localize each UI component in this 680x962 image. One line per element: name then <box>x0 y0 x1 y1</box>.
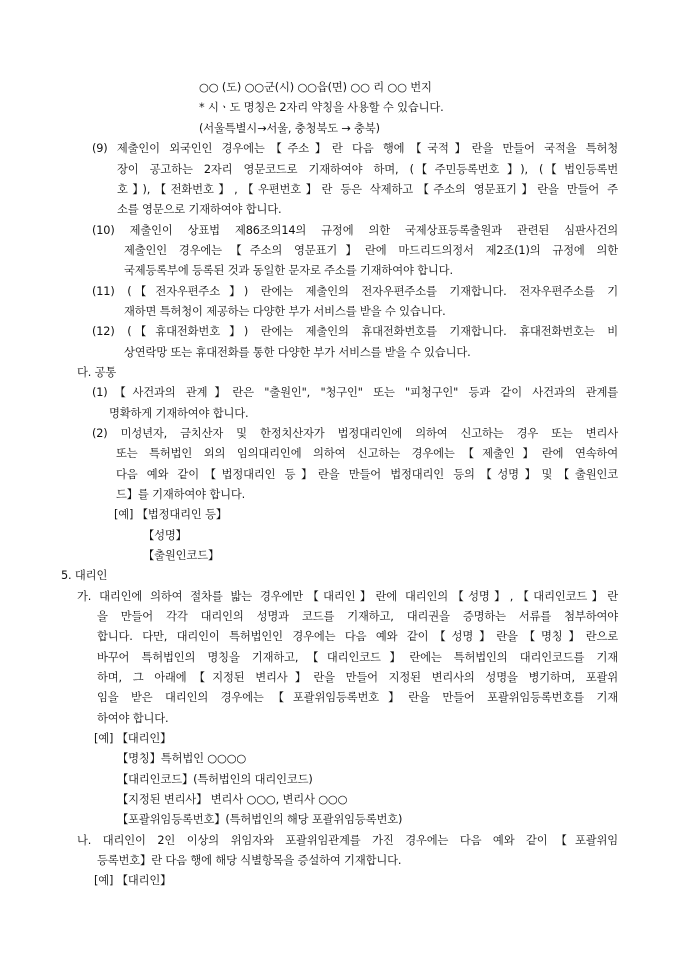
section-common-heading: 다. 공통 <box>77 366 117 379</box>
example-applicant-code-field: 【출원인코드】 <box>143 549 220 562</box>
item-11-line-1: (11) (【전자우편주소】) 란에는 제출인의 전자우편주소를 기재합니다. 전자우편주소를 기 <box>92 285 618 298</box>
common-item-2-line-2: 또는 특허법인 외의 임의대리인에 의하여 신고하는 경우에는【제출인】란에 연속하여 <box>116 447 618 460</box>
item-10-line-2: 제출인인 경우에는【주소의 영문표기】란에 마드리드의정서 제2조(1)의 규정에 의한 <box>124 244 618 257</box>
example-agent-heading-2: [예] 【대리인】 <box>94 874 172 887</box>
example-agent-code: 【대리인코드】(특허법인의 대리인코드) <box>117 773 313 786</box>
item-9-line-3: 호】),【전화번호】,【우편번호】란 등은 삭제하고【주소의 영문표기】란을 만들어 주 <box>117 183 618 196</box>
common-item-1-line-2: 명확하게 기재하여야 합니다. <box>109 407 249 420</box>
section-5-heading: 5. 대리인 <box>61 569 108 582</box>
item-12-line-1: (12) (【휴대전화번호】) 란에는 제출인의 휴대전화번호를 기재합니다. 휴대전화번호는 비 <box>92 325 618 338</box>
common-item-2-line-3: 다음 예와 같이【법정대리인 등】란을 만들어 법정대리인 등의【성명】및【출원인코 <box>116 468 618 481</box>
agent-na-line-1: 나. 대리인이 2인 이상의 위임자와 포괄위임관계를 가진 경우에는 다음 예와 같이【포괄위임 <box>77 834 618 847</box>
common-item-2-line-1: (2) 미성년자, 금치산자 및 한정치산자가 법정대리인에 의하여 신고하는 경우 또는 변리사 <box>92 427 618 440</box>
example-general-power-number: 【포괄위임등록번호】(특허법인의 해당 포괄위임등록번호) <box>117 813 403 826</box>
address-format-line: ○○ (도) ○○군(시) ○○읍(면) ○○ 리 ○○ 번지 <box>199 81 432 94</box>
item-9-line-1: (9) 제출인이 외국인인 경우에는【주소】란 다음 행에【국적】란을 만들어 국적을 특허청 <box>92 142 618 155</box>
note-abbreviation-example: (서울특별시→서울, 충청북도 → 충북) <box>199 122 380 135</box>
item-10-line-3: 국제등록부에 등록된 것과 동일한 문자로 주소를 기재하여야 합니다. <box>124 264 453 277</box>
item-12-line-2: 상연락망 또는 휴대전화를 통한 다양한 부가 서비스를 받을 수 있습니다. <box>124 346 471 359</box>
note-abbreviation: * 시ㆍ도 명칭은 2자리 약칭을 사용할 수 있습니다. <box>199 101 444 114</box>
agent-ga-line-5: 하며, 그 아래에【지정된 변리사】란을 만들어 지정된 변리사의 성명을 병기하며, 포괄위 <box>97 671 618 684</box>
agent-ga-line-1: 가. 대리인에 의하여 절차를 밟는 경우에만【대리인】란에 대리인의【성명】,【대리인코드】란 <box>77 590 618 603</box>
agent-ga-line-3: 합니다. 다만, 대리인이 특허법인인 경우에는 다음 예와 같이【성명】란을【명칭】란으로 <box>97 630 618 643</box>
example-legal-rep: [예] 【법정대리인 등】 <box>114 508 228 521</box>
item-9-line-2: 장이 공고하는 2자리 영문코드로 기재하여야 하며, (【주민등록번호】), (【법인등록번 <box>117 163 618 176</box>
agent-ga-line-2: 을 만들어 각각 대리인의 성명과 코드를 기재하고, 대리권을 증명하는 서류를 첨부하여야 <box>97 610 618 623</box>
item-9-line-4: 소를 영문으로 기재하여야 합니다. <box>117 203 282 216</box>
agent-na-line-2: 등록번호】란 다음 행에 해당 식별항목을 증설하여 기재합니다. <box>97 854 402 867</box>
example-name-field: 【성명】 <box>143 529 187 542</box>
example-designated-patent-attorney: 【지정된 변리사】 변리사 ○○○, 변리사 ○○○ <box>117 793 348 806</box>
example-agent-name: 【명칭】특허법인 ○○○○ <box>117 752 247 765</box>
agent-ga-line-7: 하여야 합니다. <box>97 712 169 725</box>
item-10-line-1: (10) 제출인이 상표법 제86조의14의 규정에 의한 국제상표등록출원과 관련된 심판사건의 <box>92 224 618 237</box>
common-item-1-line-1: (1)【사건과의 관계】란은 "출원인", "청구인" 또는 "피청구인" 등과 같이 사건과의 관계를 <box>92 386 618 399</box>
agent-ga-line-6: 임을 받은 대리인의 경우에는【포괄위임등록번호】란을 만들어 포괄위임등록번호를 기재 <box>97 691 618 704</box>
item-11-line-2: 재하면 특허청이 제공하는 다양한 부가 서비스를 받을 수 있습니다. <box>124 305 446 318</box>
agent-ga-line-4: 바꾸어 특허법인의 명칭을 기재하고,【대리인코드】란에는 특허법인의 대리인코드를 기재 <box>97 651 618 664</box>
example-agent-heading: [예] 【대리인】 <box>94 732 172 745</box>
common-item-2-line-4: 드】를 기재하여야 합니다. <box>116 488 246 501</box>
